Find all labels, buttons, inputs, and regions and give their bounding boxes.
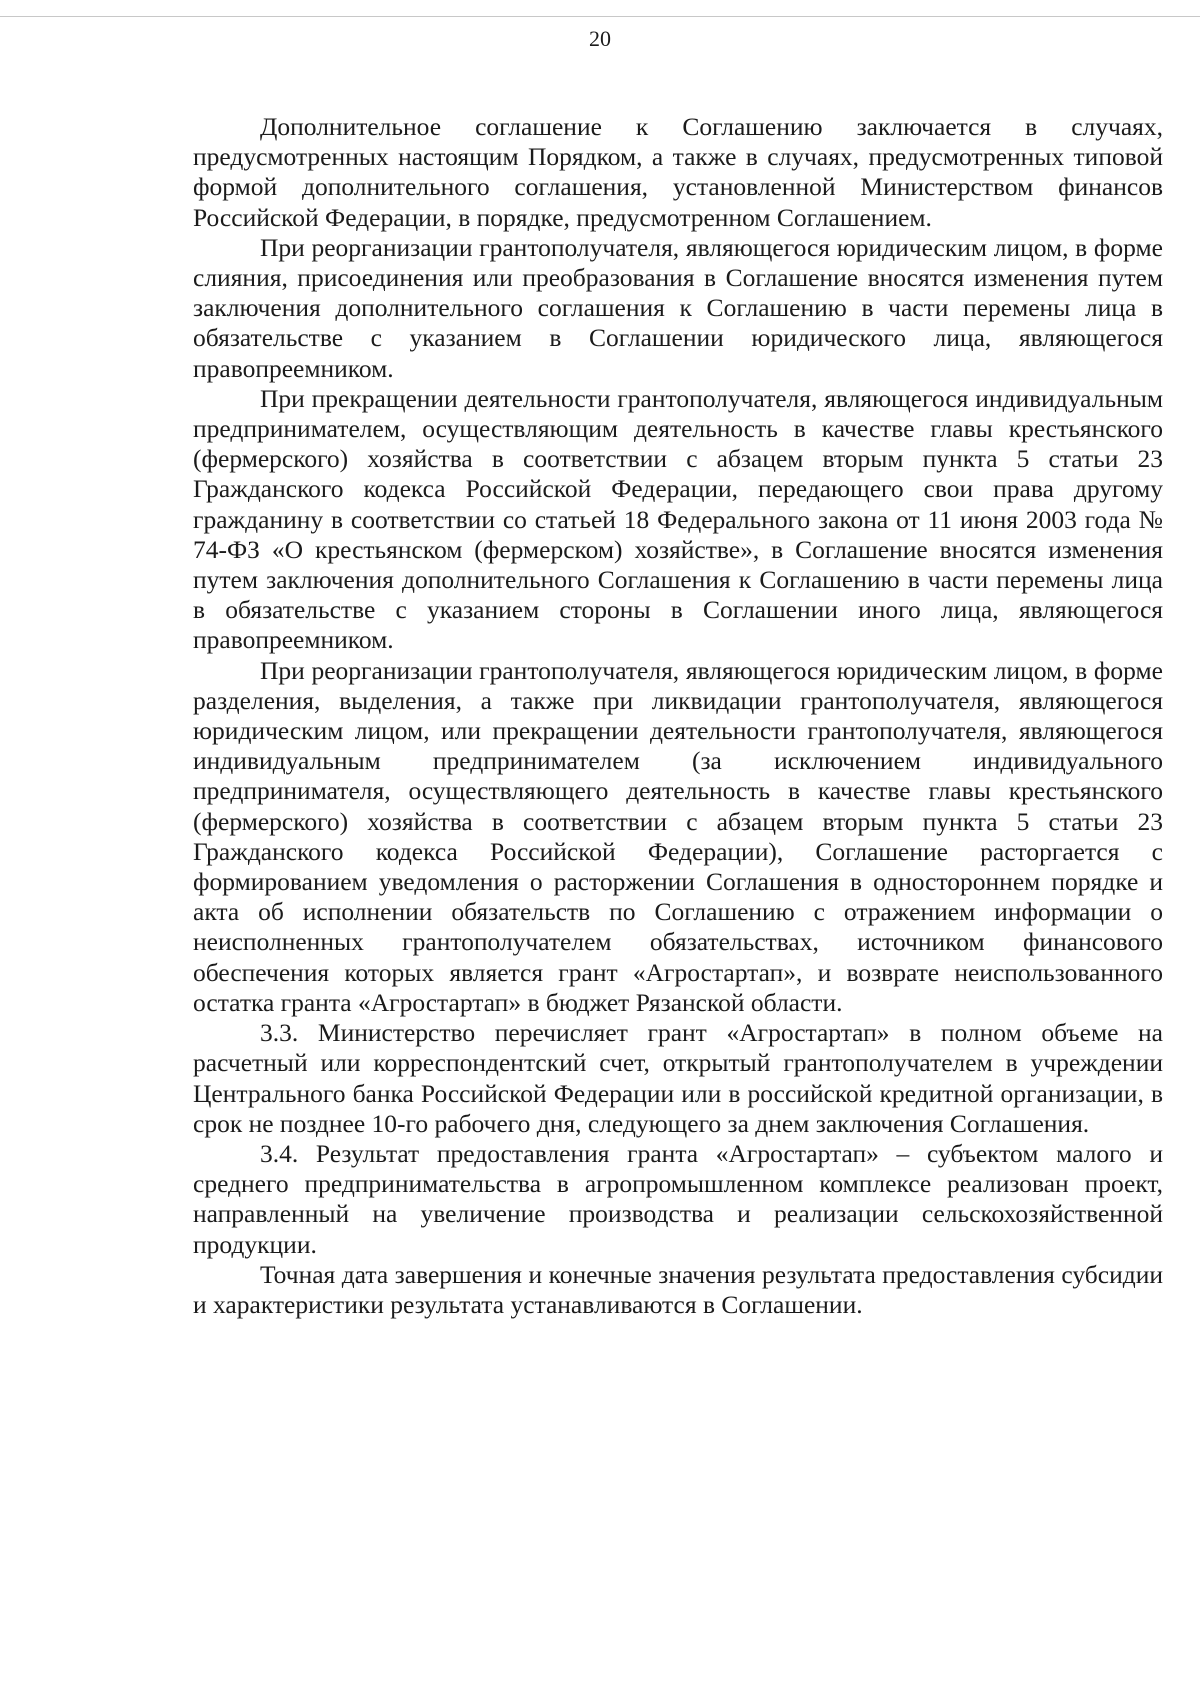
paragraph-clause-3-3: 3.3. Министерство перечисляет грант «Агростартап» в полном объеме на расчетный или корреспондентский счет, открытый грантополучателем в учреждении Центрального банка Российской Федерации или в российской кредитной организации, в срок не позднее 10-го рабочего дня, следующего за днем заключения Соглашения. [193, 1018, 1163, 1138]
scan-edge-line [0, 16, 1200, 17]
paragraph-result-date: Точная дата завершения и конечные значения результата предоставления субсидии и характеристики результата устанавливаются в Соглашении. [193, 1259, 1163, 1319]
paragraph-clause-3-4: 3.4. Результат предоставления гранта «Агростартап» – субъектом малого и среднего предпринимательства в агропромышленном комплексе реализован проект, направленный на увеличение производства и реализации сельскохозяйственной продукции. [193, 1138, 1163, 1259]
page-number: 20 [589, 26, 611, 51]
document-body [193, 112, 1163, 1320]
paragraph-termination-farm-head: При прекращении деятельности грантополучателя, являющегося индивидуальным предпринимателем, осуществляющим деятельность в качестве главы крестьянского (фермерского) хозяйства в соответствии с абзацем вторым пункта 5 статьи 23 Гражданского кодекса Российской Федерации, передающего свои права другому гражданину в соответствии со статьей 18 Федерального закона от 11 июня 2003 года № 74-ФЗ «О крестьянском (фермерском) хозяйстве», в Соглашение вносятся изменения путем заключения дополнительного Соглашения к Соглашению в части перемены лица в обязательстве с указанием стороны в Соглашении иного лица, являющегося правопреемником. [193, 383, 1163, 655]
paragraph-reorganization-merger: При реорганизации грантополучателя, являющегося юридическим лицом, в форме слияния, присоединения или преобразования в Соглашение вносятся изменения путем заключения дополнительного соглашения к Соглашению в части перемены лица в обязательстве с указанием в Соглашении юридического лица, являющегося правопреемником. [193, 232, 1163, 383]
paragraph-additional-agreement: Дополнительное соглашение к Соглашению заключается в случаях, предусмотренных настоящим Порядком, а также в случаях, предусмотренных типовой формой дополнительного соглашения, установленной Министерством финансов Российской Федерации, в порядке, предусмотренном Соглашением. [193, 112, 1163, 232]
paragraph-reorganization-division: При реорганизации грантополучателя, являющегося юридическим лицом, в форме разделения, выделения, а также при ликвидации грантополучателя, являющегося юридическим лицом, или прекращении деятельности грантополучателя, являющегося индивидуальным предпринимателем (за исключением индивидуального предпринимателя, осуществляющего деятельность в качестве главы крестьянского (фермерского) хозяйства в соответствии с абзацем вторым пункта 5 статьи 23 Гражданского кодекса Российской Федерации), Соглашение расторгается с формированием уведомления о расторжении Соглашения в одностороннем порядке и акта об исполнении обязательств по Соглашению с отражением информации о неисполненных грантополучателем обязательствах, источником финансового обеспечения которых является грант «Агростартап», и возврате неиспользованного остатка гранта «Агростартап» в бюджет Рязанской области. [193, 655, 1163, 1017]
